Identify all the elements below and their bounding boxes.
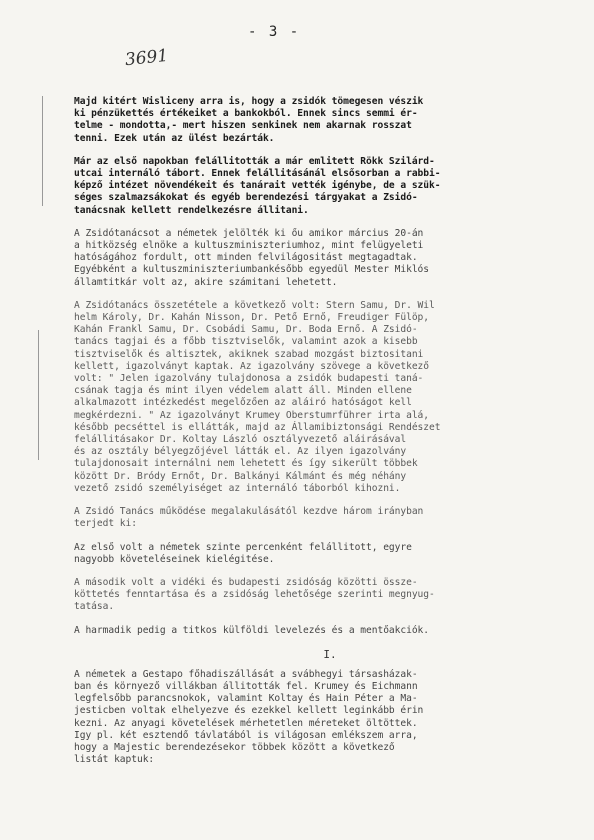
paragraph-internment-camp: Már az első napokban felállitották a már emlitett Rökk Szilárd- utcai internáló tábort. Ennek felállitásánál elsősorban a rabbi- képző intézet növendékeit és tanárait vették igénybe, de a szük- séges szalmazsákokat és egyéb berendezési tárgyakat a Zsidó- tanácsnak kellett rendelkezésre állitani. <box>74 155 441 216</box>
paragraph-council-composition: A Zsidótanács összetétele a következő volt: Stern Samu, Dr. Wil helm Károly, Dr. Kahán Nisson, Dr. Pető Ernő, Freudiger Fülöp, Kahán Frankl Samu, Dr. Csobádi Samu, Dr. Boda Ernő. A Zsidó- tanács tagjai és a főbb tisztviselők, valamint azok a kisebb tisztviselők és altisztek, akiknek szabad mozgást biztositani kellett, igazolványt kaptak. Az igazolvány szövege a következő volt: " Jelen igazolvány tulajdonosa a zsidók budapesti taná- csának tagja és mint ilyen védelem alatt áll. Minden ellene alkalmazott intézkedést megelőzően az aláiró hatóságot kell megkérdezni. " Az igazolványt Krumey Oberstumrführer irta alá, később pecséttel is ellátták, majd az Államibiztonsági Rendészet felállitásakor Dr. Koltay László osztályvezető aláirásával és az osztály bélyegzőjével látták el. Az ilyen igazolvány tulajdonosait internálni nem lehetett és így sikerült többek között Dr. Bródy Ernőt, Dr. Balkányi Kálmánt és még néhány vezető zsidó személyiséget az internáló táborból kihozni. <box>74 299 441 494</box>
page-number: - 3 - <box>248 24 301 40</box>
paragraph-third-task: A harmadik pedig a titkos külföldi levelezés és a mentőakciók. <box>74 624 430 636</box>
paragraph-council-appointment: A Zsidótanácsot a németek jelölték ki őu amikor március 20-án a hitközség elnöke a kultuszminiszteriumhoz, mint felügyeleti hatóságához fordult, ott minden felvilágositást megtagadtak. Egyébként a kultuszminiszteriumbankésőbb egyedül Mester Miklós államtitkár volt az, akire számitani lehetett. <box>74 227 430 288</box>
paragraph-first-task: Az első volt a németek szinte percenként felállitott, egyre nagyobb követeléseinek kielégitése. <box>74 541 412 565</box>
paragraph-second-task: A második volt a vidéki és budapesti zsidóság közötti össze- köttetés fenntartása és a zsidóság lehetősége szerinti megnyug- tatása. <box>74 576 435 613</box>
paragraph-gestapo: A németek a Gestapo főhadiszállását a svábhegyi társasházak- ban és környező villákban állitották fel. Krumey és Eichmann legfelsőbb parancsnokok, valamint Koltay és Hain Péter a Ma- jesticben voltak elhelyezve és ezekkel kellett leginkább érin kezni. Az anyagi követelések mérhetetlen méreteket öltöttek. Igy pl. két esztendő távlatából is világosan emlékszem arra, hogy a Majestic berendezésekor többek között a következő listát kaptuk: <box>74 668 424 766</box>
section-heading: I. <box>323 647 337 661</box>
paragraph-council-activity: A Zsidó Tanács működése megalakulásától kezdve három irányban terjedt ki: <box>74 506 424 530</box>
handwritten-note: 3691 <box>124 45 170 71</box>
body-text <box>74 96 566 777</box>
margin-mark <box>42 96 43 206</box>
margin-mark <box>38 330 39 460</box>
paragraph-wisliceny: Majd kitért Wisliceny arra is, hogy a zsidók tömegesen vészik ki pénzükettés értékeiket a bankokból. Ennek sincs semmi ér- telme - mondotta,- mert hiszen senkinek nem akarnak rosszat tenni. Ezek után az ülést bezárták. <box>74 96 424 144</box>
